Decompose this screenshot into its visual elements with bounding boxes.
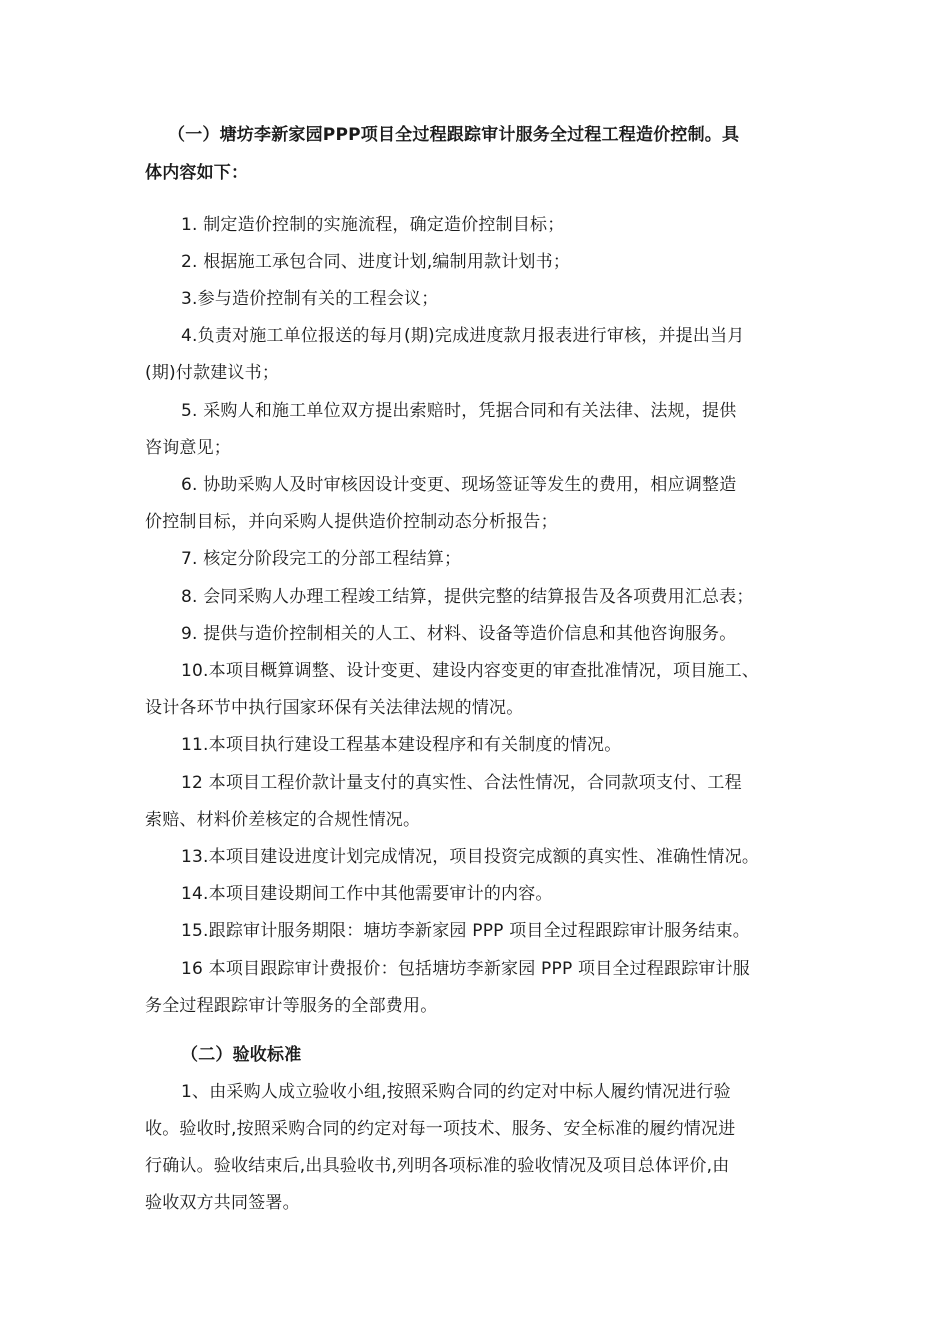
- list-item: 6. 协助采购人及时审核因设计变更、现场签证等发生的费用，相应调整造: [181, 475, 737, 495]
- list-item: 15.跟踪审计服务期限：塘坊李新家园 PPP 项目全过程跟踪审计服务结束。: [181, 921, 750, 941]
- section1-heading: （一）塘坊李新家园PPP项目全过程跟踪审计服务全过程工程造价控制。具: [168, 125, 740, 145]
- list-item: 5. 采购人和施工单位双方提出索赔时，凭据合同和有关法律、法规，提供: [181, 401, 737, 421]
- list-item-cont: (期)付款建议书；: [145, 363, 280, 383]
- list-item: 11.本项目执行建设工程基本建设程序和有关制度的情况。: [181, 735, 622, 755]
- list-item: 13.本项目建设进度计划完成情况，项目投资完成额的真实性、准确性情况。: [181, 847, 760, 867]
- section2-heading: （二）验收标准: [181, 1045, 302, 1065]
- section1-heading-cont: 体内容如下：: [145, 163, 249, 183]
- list-item-cont: 务全过程跟踪审计等服务的全部费用。: [145, 996, 438, 1016]
- list-item-cont: 索赔、材料价差核定的合规性情况。: [145, 810, 421, 830]
- list-item-cont: 咨询意见；: [145, 438, 231, 458]
- list-item: 2. 根据施工承包合同、进度计划,编制用款计划书；: [181, 252, 571, 272]
- list-item: 16 本项目跟踪审计费报价：包括塘坊李新家园 PPP 项目全过程跟踪审计服: [181, 959, 750, 979]
- list-item: 3.参与造价控制有关的工程会议；: [181, 289, 439, 309]
- list-item-cont: 价控制目标，并向采购人提供造价控制动态分析报告；: [145, 512, 558, 532]
- list-item: 9. 提供与造价控制相关的人工、材料、设备等造价信息和其他咨询服务。: [181, 624, 737, 644]
- paragraph-line: 收。验收时,按照采购合同的约定对每一项技术、服务、安全标准的履约情况进: [145, 1119, 736, 1139]
- list-item: 8. 会同采购人办理工程竣工结算，提供完整的结算报告及各项费用汇总表；: [181, 587, 754, 607]
- list-item: 14.本项目建设期间工作中其他需要审计的内容。: [181, 884, 553, 904]
- paragraph-line: 行确认。验收结束后,出具验收书,列明各项标准的验收情况及项目总体评价,由: [145, 1156, 730, 1176]
- paragraph-line: 1、由采购人成立验收小组,按照采购合同的约定对中标人履约情况进行验: [181, 1082, 731, 1102]
- list-item: 1. 制定造价控制的实施流程，确定造价控制目标；: [181, 215, 565, 235]
- paragraph-line: 验收双方共同签署。: [145, 1193, 300, 1213]
- list-item: 7. 核定分阶段完工的分部工程结算；: [181, 549, 462, 569]
- list-item: 4.负责对施工单位报送的每月(期)完成进度款月报表进行审核，并提出当月: [181, 326, 745, 346]
- list-item: 10.本项目概算调整、设计变更、建设内容变更的审查批准情况，项目施工、: [181, 661, 760, 681]
- list-item-cont: 设计各环节中执行国家环保有关法律法规的情况。: [145, 698, 524, 718]
- list-item: 12 本项目工程价款计量支付的真实性、合法性情况，合同款项支付、工程: [181, 773, 742, 793]
